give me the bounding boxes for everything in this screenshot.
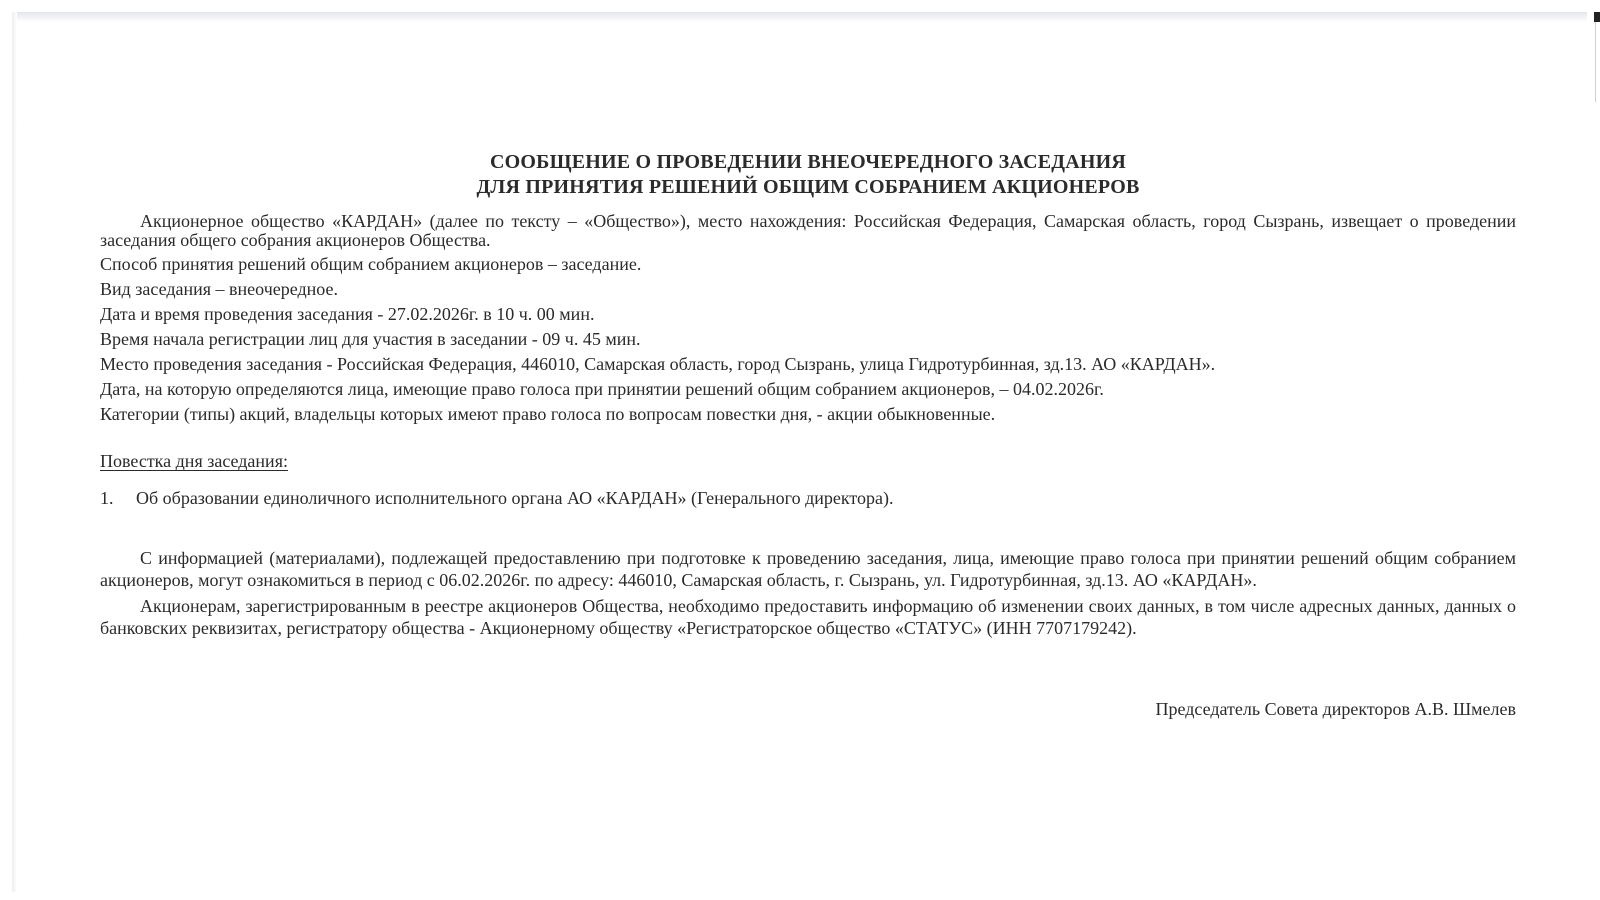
agenda-item-number: 1. <box>100 488 114 508</box>
detail-record-date: Дата, на которую определяются лица, имеющие право голоса при принятии решений общим собранием акционеров, – 04.02.2026г. <box>100 379 1104 399</box>
detail-method: Способ принятия решений общим собранием акционеров – заседание. <box>100 254 642 274</box>
scan-corner-mark <box>1594 12 1600 22</box>
agenda-item <box>100 486 1516 511</box>
signature-line: Председатель Совета директоров А.В. Шмелев <box>1155 699 1516 719</box>
detail-registration-time: Время начала регистрации лиц для участия в заседании - 09 ч. 45 мин. <box>100 329 641 349</box>
detail-type: Вид заседания – внеочередное. <box>100 279 338 299</box>
intro-paragraph: Акционерное общество «КАРДАН» (далее по тексту – «Общество»), место нахождения: Российская Федерация, Самарская область, город Сызрань, извещает о проведении заседания общего собрания акционеров Общества. <box>100 211 1516 250</box>
detail-datetime: Дата и время проведения заседания - 27.02.2026г. в 10 ч. 00 мин. <box>100 304 595 324</box>
document-page <box>100 150 1516 722</box>
agenda-item-text: Об образовании единоличного исполнительного органа АО «КАРДАН» (Генерального директора). <box>136 488 894 508</box>
scan-edge-right <box>1595 22 1596 102</box>
scan-edge-left <box>12 12 17 892</box>
agenda-heading: Повестка дня заседания: <box>100 451 288 471</box>
materials-paragraph: С информацией (материалами), подлежащей предоставлению при подготовке к проведению заседания, лица, имеющие право голоса при принятии решений общим собранием акционеров, могут ознакомиться в период с 06.02.2026г. по адресу: 446010, Самарская область, г. Сызрань, ул. Гидротурбинная, зд.13. АО «КАРДАН». <box>100 548 1516 590</box>
title-line-2: ДЛЯ ПРИНЯТИЯ РЕШЕНИЙ ОБЩИМ СОБРАНИЕМ АКЦИОНЕРОВ <box>476 176 1140 198</box>
title-line-1: СООБЩЕНИЕ О ПРОВЕДЕНИИ ВНЕОЧЕРЕДНОГО ЗАСЕДАНИЯ <box>489 151 1127 173</box>
detail-share-categories: Категории (типы) акций, владельцы которых имеют право голоса по вопросам повестки дня, - акции обыкновенные. <box>100 404 996 424</box>
scan-edge-top <box>12 12 1587 22</box>
notice-paragraph: Акционерам, зарегистрированным в реестре акционеров Общества, необходимо предоставить информацию об изменении своих данных, в том числе адресных данных, данных о банковских реквизитах, регистратору общества - Акционерному обществу «Регистраторское общество «СТАТУС» (ИНН 7707179242). <box>100 596 1516 638</box>
agenda-list <box>100 486 1516 511</box>
meeting-details <box>100 252 1516 427</box>
detail-location: Место проведения заседания - Российская Федерация, 446010, Самарская область, город Сызрань, улица Гидротурбинная, зд.13. АО «КАРДАН». <box>100 354 1216 374</box>
document-title <box>100 150 1516 200</box>
